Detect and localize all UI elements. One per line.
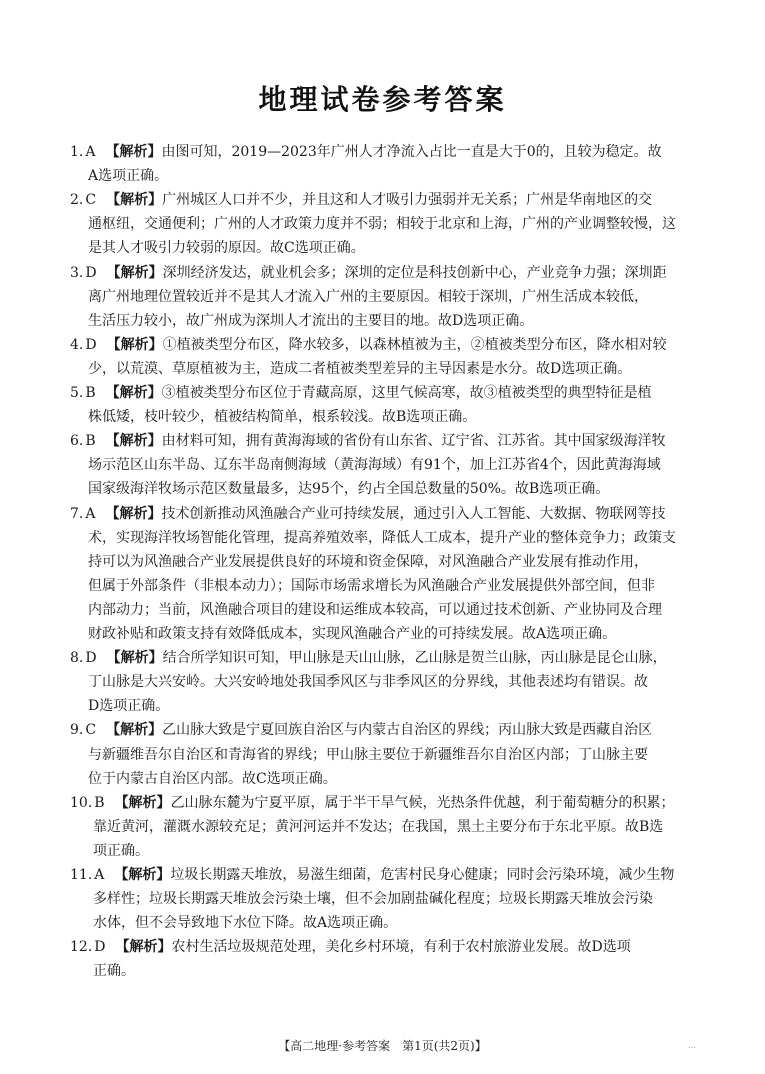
- analysis-tag: 【解析】: [106, 722, 163, 739]
- analysis-text: 由材料可知，拥有黄海海域的省份有山东省、辽宁省、江苏省。其中国家级海洋牧: [161, 433, 666, 450]
- answer-first-line: [70, 863, 674, 887]
- analysis-text: 技术创新推动风渔融合产业可持续发展，通过引入人工智能、大数据、物联网等技: [161, 505, 666, 522]
- analysis-continuation-line: 财政补贴和政策支持有效降低成本，实现风渔融合产业的可持续发展。故A选项正确。: [88, 626, 617, 642]
- question-number: 5.: [70, 385, 84, 401]
- analysis-text: ③植被类型分布区位于青藏高原，这里气候高寒，故③植被类型的典型特征是植: [161, 385, 652, 401]
- analysis-continuation-line: A选项正确。: [88, 168, 169, 185]
- answer-first-line: [70, 935, 631, 959]
- analysis-tag: 【解析】: [105, 433, 162, 450]
- answer-first-line: [70, 429, 666, 453]
- analysis-continuation-line: 国家级海洋牧场示范区数量最多，达95个，约占全国总数量的50%。故B选项正确。: [88, 481, 610, 498]
- analysis-continuation-line: 离广州地理位置较近并不是其人才流入广州的主要原因。相较于深圳，广州生活成本较低，: [88, 288, 648, 305]
- answer-first-line: [70, 718, 652, 742]
- answer-first-line: [70, 188, 652, 212]
- question-number: 4.: [70, 336, 84, 353]
- question-number: 9.: [70, 722, 84, 739]
- answer-letter: D: [85, 650, 97, 667]
- question-number: 2.: [70, 192, 84, 209]
- analysis-continuation-line: 与新疆维吾尔自治区和青海省的界线；甲山脉主要位于新疆维吾尔自治区内部；丁山脉主要: [88, 746, 648, 763]
- analysis-text: 由图可知，2019—2023年广州人才净流入占比一直是大于0的，且较为稳定。故: [161, 144, 662, 160]
- question-number: 6.: [70, 433, 84, 450]
- analysis-tag: 【解析】: [106, 264, 163, 281]
- question-number: 10.: [70, 794, 93, 811]
- analysis-continuation-line: 场示范区山东半岛、辽东半岛南侧海域（黄海海域）有91个，加上江苏省4个，因此黄海海域: [88, 457, 661, 474]
- analysis-continuation-line: 术，实现海洋牧场智能化管理，提高养殖效率，降低人工成本，提升产业的整体竞争力；政策支: [88, 529, 676, 546]
- analysis-text: 垃圾长期露天堆放，易滋生细菌，危害村民身心健康；同时会污染环境，减少生物: [170, 867, 675, 883]
- analysis-continuation-line: 多样性；垃圾长期露天堆放会污染土壤，但不会加剧盐碱化程度；垃圾长期露天堆放会污染: [93, 891, 653, 908]
- analysis-continuation-line: 生活压力较小，故广州成为深圳人才流出的主要目的地。故D选项正确。: [88, 312, 534, 329]
- analysis-text: 结合所学知识可知，甲山脉是天山山脉，乙山脉是贺兰山脉，丙山脉是昆仑山脉，: [162, 650, 667, 667]
- question-number: 11.: [70, 867, 93, 883]
- footer-mark: ...: [688, 1041, 696, 1050]
- analysis-continuation-line: 是其人才吸引力较弱的原因。故C选项正确。: [88, 240, 365, 257]
- analysis-continuation-line: 株低矮，枝叶较少，植被结构简单，根系较浅。故B选项正确。: [88, 409, 477, 426]
- analysis-tag: 【解析】: [105, 505, 162, 522]
- analysis-continuation-line: D选项正确。: [88, 698, 170, 715]
- answer-letter: A: [85, 505, 96, 522]
- analysis-tag: 【解析】: [106, 336, 163, 353]
- analysis-continuation-line: 项正确。: [93, 842, 149, 859]
- answer-first-line: [70, 261, 667, 285]
- answer-first-line: [70, 381, 652, 405]
- answer-letter: B: [85, 385, 96, 401]
- answer-first-line: [70, 791, 675, 815]
- question-number: 1.: [70, 144, 84, 160]
- analysis-tag: 【解析】: [106, 192, 163, 209]
- analysis-continuation-line: 通枢纽，交通便利；广州的人才政策力度并不弱；相较于北京和上海，广州的产业调整较慢，这: [88, 216, 676, 233]
- analysis-continuation-line: 水体，但不会导致地下水位下降。故A选项正确。: [93, 915, 398, 932]
- analysis-continuation-line: 位于内蒙古自治区内部。故C选项正确。: [88, 770, 337, 787]
- analysis-continuation-line: 持可以为风渔融合产业发展提供良好的环境和资金保障，对风渔融合产业发展有推动作用，: [88, 553, 648, 570]
- answer-letter: D: [85, 336, 97, 353]
- analysis-continuation-line: 靠近黄河，灌溉水源较充足；黄河河运并不发达；在我国，黑土主要分布于东北平原。故B选: [93, 818, 664, 835]
- analysis-text: 深圳经济发达，就业机会多；深圳的定位是科技创新中心，产业竞争力强；深圳距: [162, 264, 667, 281]
- answer-letter: C: [85, 192, 97, 209]
- question-number: 3.: [70, 264, 84, 281]
- analysis-continuation-line: 正确。: [93, 963, 135, 980]
- analysis-continuation-line: 但属于外部条件（非根本动力）；国际市场需求增长为风渔融合产业发展提供外部空间，但非: [88, 577, 655, 594]
- analysis-tag: 【解析】: [114, 867, 171, 883]
- analysis-tag: 【解析】: [114, 794, 171, 811]
- analysis-text: 乙山脉东麓为宁夏平原，属于半干旱气候，光热条件优越，利于葡萄糖分的积累；: [170, 794, 675, 811]
- answer-first-line: [70, 333, 667, 357]
- analysis-continuation-line: 内部动力；当前，风渔融合项目的建设和运维成本较高，可以通过技术创新、产业协同及合理: [88, 601, 662, 618]
- answer-letter: A: [94, 867, 105, 883]
- question-number: 8.: [70, 650, 84, 667]
- answer-first-line: [70, 140, 662, 164]
- analysis-text: 广州城区人口并不少，并且这和人才吸引力强弱并无关系；广州是华南地区的交: [162, 192, 653, 209]
- question-number: 12.: [70, 939, 93, 956]
- answer-letter: D: [85, 264, 97, 281]
- answer-letter: D: [94, 939, 106, 956]
- page-title: 地理试卷参考答案: [258, 83, 507, 116]
- analysis-text: 乙山脉大致是宁夏回族自治区与内蒙古自治区的界线；丙山脉大致是西藏自治区: [162, 722, 653, 739]
- analysis-tag: 【解析】: [105, 385, 162, 401]
- answer-first-line: [70, 646, 667, 670]
- answer-letter: A: [85, 144, 96, 160]
- answer-letter: C: [85, 722, 97, 739]
- page-footer: 【高二地理·参考答案 第1页(共2页)】: [278, 1039, 487, 1053]
- analysis-tag: 【解析】: [106, 650, 163, 667]
- analysis-continuation-line: 少，以荒漠、草原植被为主，造成二者植被类型差异的主导因素是水分。故D选项正确。: [88, 360, 632, 377]
- answer-letter: B: [85, 433, 96, 450]
- analysis-text: 农村生活垃圾规范处理，美化乡村环境，有利于农村旅游业发展。故D选项: [171, 939, 631, 956]
- analysis-text: ①植被类型分布区，降水较多，以森林植被为主，②植被类型分布区，降水相对较: [162, 336, 667, 353]
- question-number: 7.: [70, 505, 84, 522]
- analysis-continuation-line: 丁山脉是大兴安岭。大兴安岭地处我国季风区与非季风区的分界线，其他表述均有错误。故: [88, 674, 648, 691]
- answer-first-line: [70, 502, 665, 526]
- analysis-tag: 【解析】: [105, 144, 162, 160]
- analysis-tag: 【解析】: [115, 939, 172, 956]
- answer-letter: B: [94, 794, 105, 811]
